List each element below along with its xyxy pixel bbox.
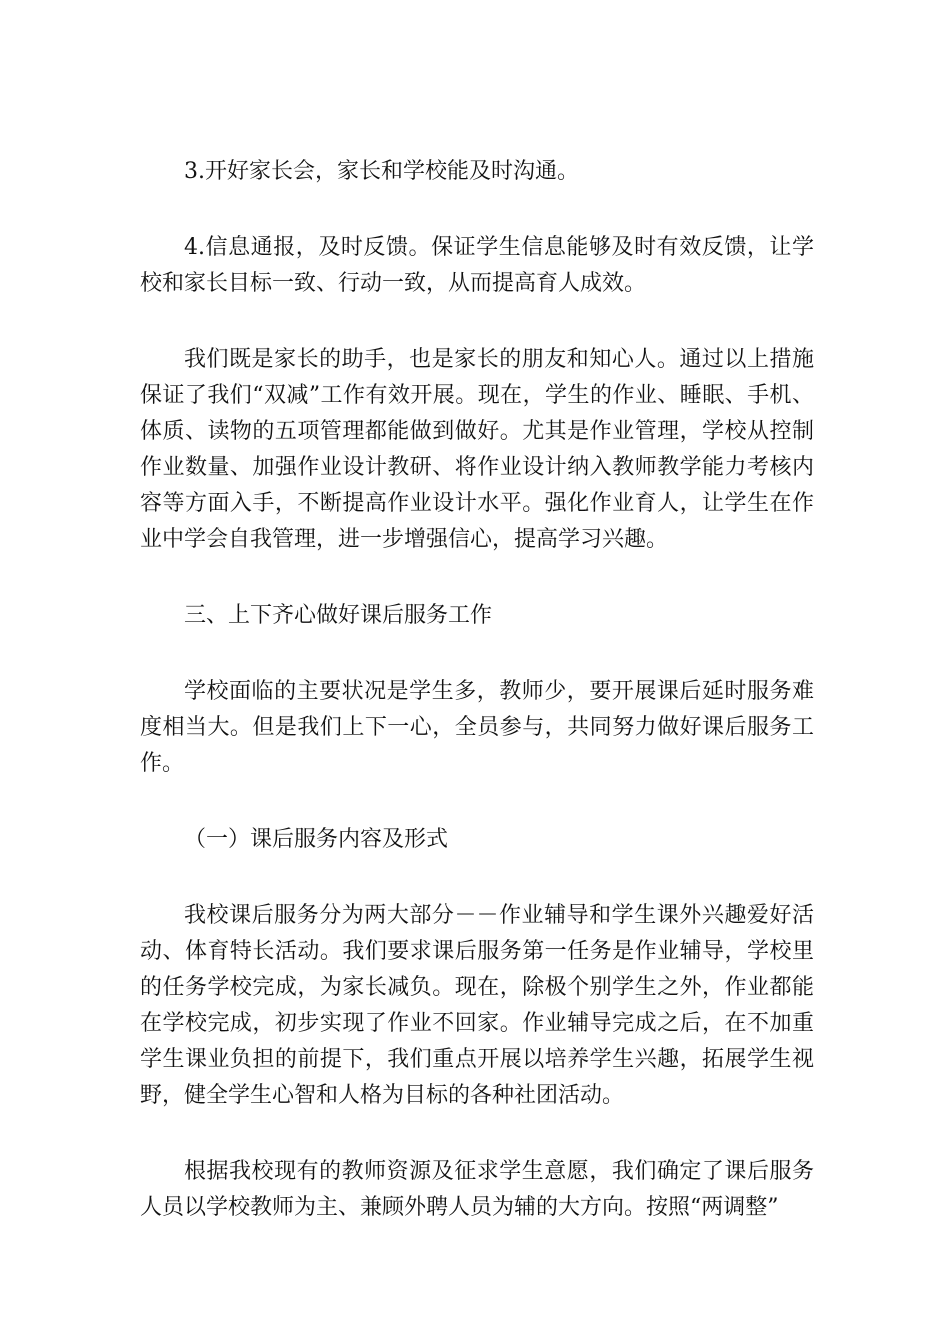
paragraph-service-parts: 我校课后服务分为两大部分－－作业辅导和学生课外兴趣爱好活动、体育特长活动。我们要求课后服务第一任务是作业辅导，学校里的任务学校完成，为家长减负。现在，除极个别学生之外，作业都能在学校完成，初步实现了作业不回家。作业辅导完成之后，在不加重学生课业负担的前提下，我们重点开展以培养学生兴趣，拓展学生视野，健全学生心智和人格为目标的各种社团活动。 — [140, 903, 814, 1108]
paragraph-school-situation: 学校面临的主要状况是学生多，教师少，要开展课后延时服务难度相当大。但是我们上下一心，全员参与，共同努力做好课后服务工作。 — [140, 679, 814, 776]
paragraph-double-reduction: 我们既是家长的助手，也是家长的朋友和知心人。通过以上措施保证了我们“双减”工作有效开展。现在，学生的作业、睡眠、手机、体质、读物的五项管理都能做到做好。尤其是作业管理，学校从控制作业数量、加强作业设计教研、将作业设计纳入教师教学能力考核内容等方面入手，不断提高作业设计水平。强化作业育人，让学生在作业中学会自我管理，进一步增强信心，提高学习兴趣。 — [140, 347, 814, 552]
paragraph-parent-meeting: 3.开好家长会，家长和学校能及时沟通。 — [184, 159, 579, 184]
paragraph-staffing: 根据我校现有的教师资源及征求学生意愿，我们确定了课后服务人员以学校教师为主、兼顾外聘人员为辅的大方向。按照“两调整” — [140, 1159, 814, 1220]
paragraph-information-feedback: 4.信息通报，及时反馈。保证学生信息能够及时有效反馈，让学校和家长目标一致、行动一致，从而提高育人成效。 — [140, 235, 814, 296]
section-heading-after-school-service: 三、上下齐心做好课后服务工作 — [184, 603, 493, 628]
document-body — [140, 154, 814, 1226]
subsection-heading-service-content: （一）课后服务内容及形式 — [184, 827, 449, 852]
